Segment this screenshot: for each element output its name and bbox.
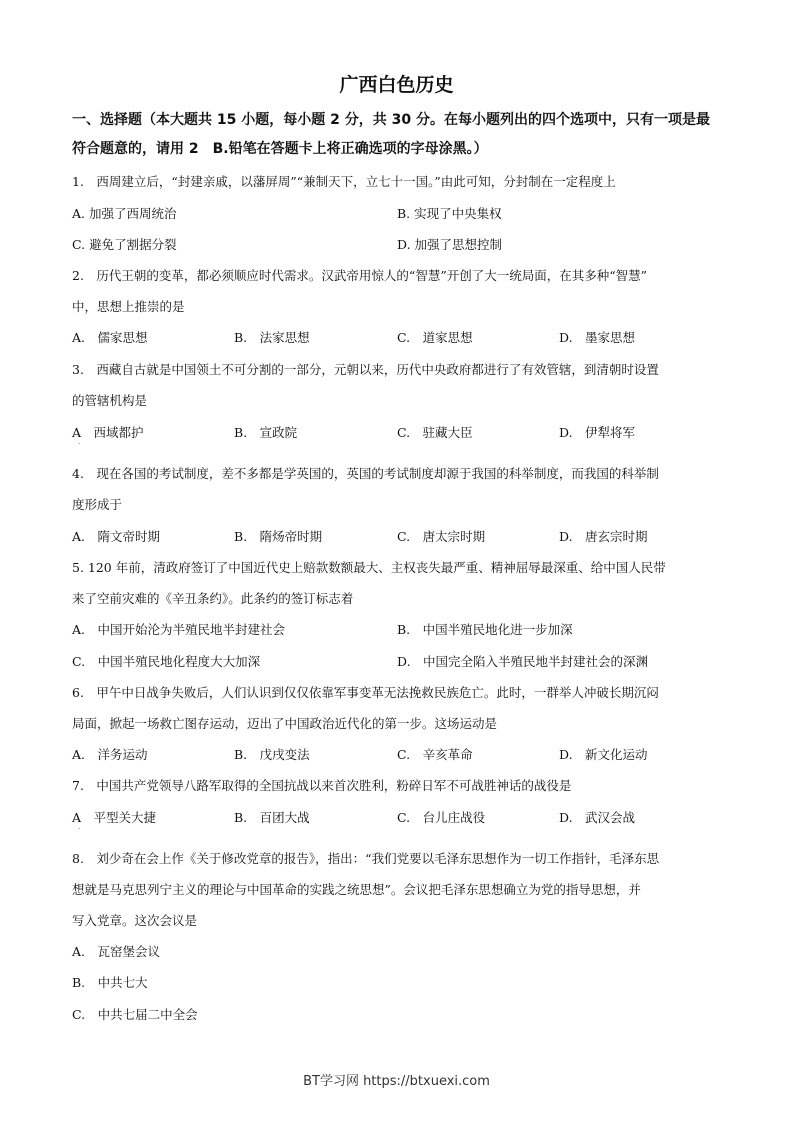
q6-option-d: D. 新文化运动 xyxy=(559,747,648,762)
question-2-line-2: 中，思想上推崇的是 xyxy=(72,299,185,314)
q2-option-d: D. 墨家思想 xyxy=(559,330,636,345)
q7-option-d: D. 武汉会战 xyxy=(559,810,636,825)
scan-speck: · xyxy=(78,440,81,448)
q3-option-d: D. 伊犁将军 xyxy=(559,425,636,440)
q2-option-c: C. 道家思想 xyxy=(397,330,473,345)
question-6-line-1: 6. 甲午中日战争失败后，人们认识到仅仅依靠军事变革无法挽救民族危亡。此时，一群举人冲破长期沉闷 xyxy=(72,685,659,700)
q5-option-a: A. 中国开始沦为半殖民地半封建社会 xyxy=(72,622,286,637)
question-5-line-2: 来了空前灾难的《辛丑条约》。此条约的签订标志着 xyxy=(72,591,354,606)
q8-option-a: A. 瓦窑堡会议 xyxy=(72,944,161,959)
question-3-line-1: 3. 西藏自古就是中国领土不可分割的一部分，元朝以来，历代中央政府都进行了有效管辖，到清朝时设置 xyxy=(72,362,659,377)
q5-option-c: C. 中国半殖民地化程度大大加深 xyxy=(72,654,261,669)
q4-option-a: A. 隋文帝时期 xyxy=(72,529,161,544)
question-8-line-3: 写入党章。这次会议是 xyxy=(72,913,198,928)
q2-option-a: A. 儒家思想 xyxy=(72,330,148,345)
q8-option-b: B. 中共七大 xyxy=(72,975,148,990)
q6-option-b: B. 戊戌变法 xyxy=(234,747,310,762)
q5-option-b: B. 中国半殖民地化进一步加深 xyxy=(397,622,573,637)
q3-option-b: B. 宣政院 xyxy=(234,425,298,440)
q4-option-c: C. 唐太宗时期 xyxy=(397,529,486,544)
question-2-line-1: 2. 历代王朝的变革，都必须顺应时代需求。汉武帝用惊人的“智慧”开创了大一统局面，在其多种“智慧” xyxy=(72,268,647,283)
q4-option-b: B. 隋炀帝时期 xyxy=(234,529,323,544)
question-5-line-1: 5. 120 年前，清政府签订了中国近代史上赔款数额最大、主权丧失最严重、精神屈辱最深重、给中国人民带 xyxy=(72,560,666,575)
q8-option-c: C. 中共七届二中全会 xyxy=(72,1007,198,1022)
page-title: 广西白色历史 xyxy=(339,74,454,96)
question-8-line-1: 8. 刘少奇在会上作《关于修改党章的报告》，指出：“我们党要以毛泽东思想作为一切工作指针，毛泽东思 xyxy=(72,851,660,866)
q7-option-c: C. 台儿庄战役 xyxy=(397,810,486,825)
q4-option-d: D. 唐玄宗时期 xyxy=(559,529,648,544)
q7-option-a: A 平型关大捷 xyxy=(72,810,157,825)
question-1-line-1: 1. 西周建立后，“封建亲戚，以藩屏周”“兼制天下，立七十一国。”由此可知，分封制在一定程度上 xyxy=(72,174,616,189)
q5-option-d: D. 中国完全陷入半殖民地半封建社会的深渊 xyxy=(397,654,649,669)
q2-option-b: B. 法家思想 xyxy=(234,330,310,345)
question-6-line-2: 局面，掀起一场救亡图存运动，迈出了中国政治近代化的第一步。这场运动是 xyxy=(72,716,498,731)
q1-option-a: A. 加强了西周统治 xyxy=(72,206,177,221)
q1-option-c: C. 避免了割据分裂 xyxy=(72,237,177,252)
q7-option-b: B. 百团大战 xyxy=(234,810,310,825)
question-3-line-2: 的管辖机构是 xyxy=(72,393,148,408)
footer-watermark: BT学习网 https://btxuexi.com xyxy=(303,1074,490,1089)
section-header: 一、选择题（本大题共 15 小题，每小题 2 分，共 30 分。在每小题列出的四个选项中，只有一项是最符合题意的，请用 2 B.铅笔在答题卡上将正确选项的字母涂黑。） xyxy=(72,112,710,157)
q1-option-b: B. 实现了中央集权 xyxy=(397,206,502,221)
question-4-line-1: 4. 现在各国的考试制度，差不多都是学英国的，英国的考试制度却源于我国的科举制度，而我国的科举制 xyxy=(72,466,659,481)
question-7-line-1: 7. 中国共产党领导八路军取得的全国抗战以来首次胜利，粉碎日军不可战胜神话的战役是 xyxy=(72,778,572,793)
q6-option-c: C. 辛亥革命 xyxy=(397,747,473,762)
q6-option-a: A. 洋务运动 xyxy=(72,747,148,762)
question-4-line-2: 度形成于 xyxy=(72,497,123,512)
scan-speck: · xyxy=(78,825,81,833)
question-8-line-2: 想就是马克思列宁主义的理论与中国革命的实践之统思想”。会议把毛泽东思想确立为党的指导思想，并 xyxy=(72,882,641,897)
q1-option-d: D. 加强了思想控制 xyxy=(397,237,503,252)
q3-option-c: C. 驻藏大臣 xyxy=(397,425,473,440)
q3-option-a: A 西域都护 xyxy=(72,425,144,440)
